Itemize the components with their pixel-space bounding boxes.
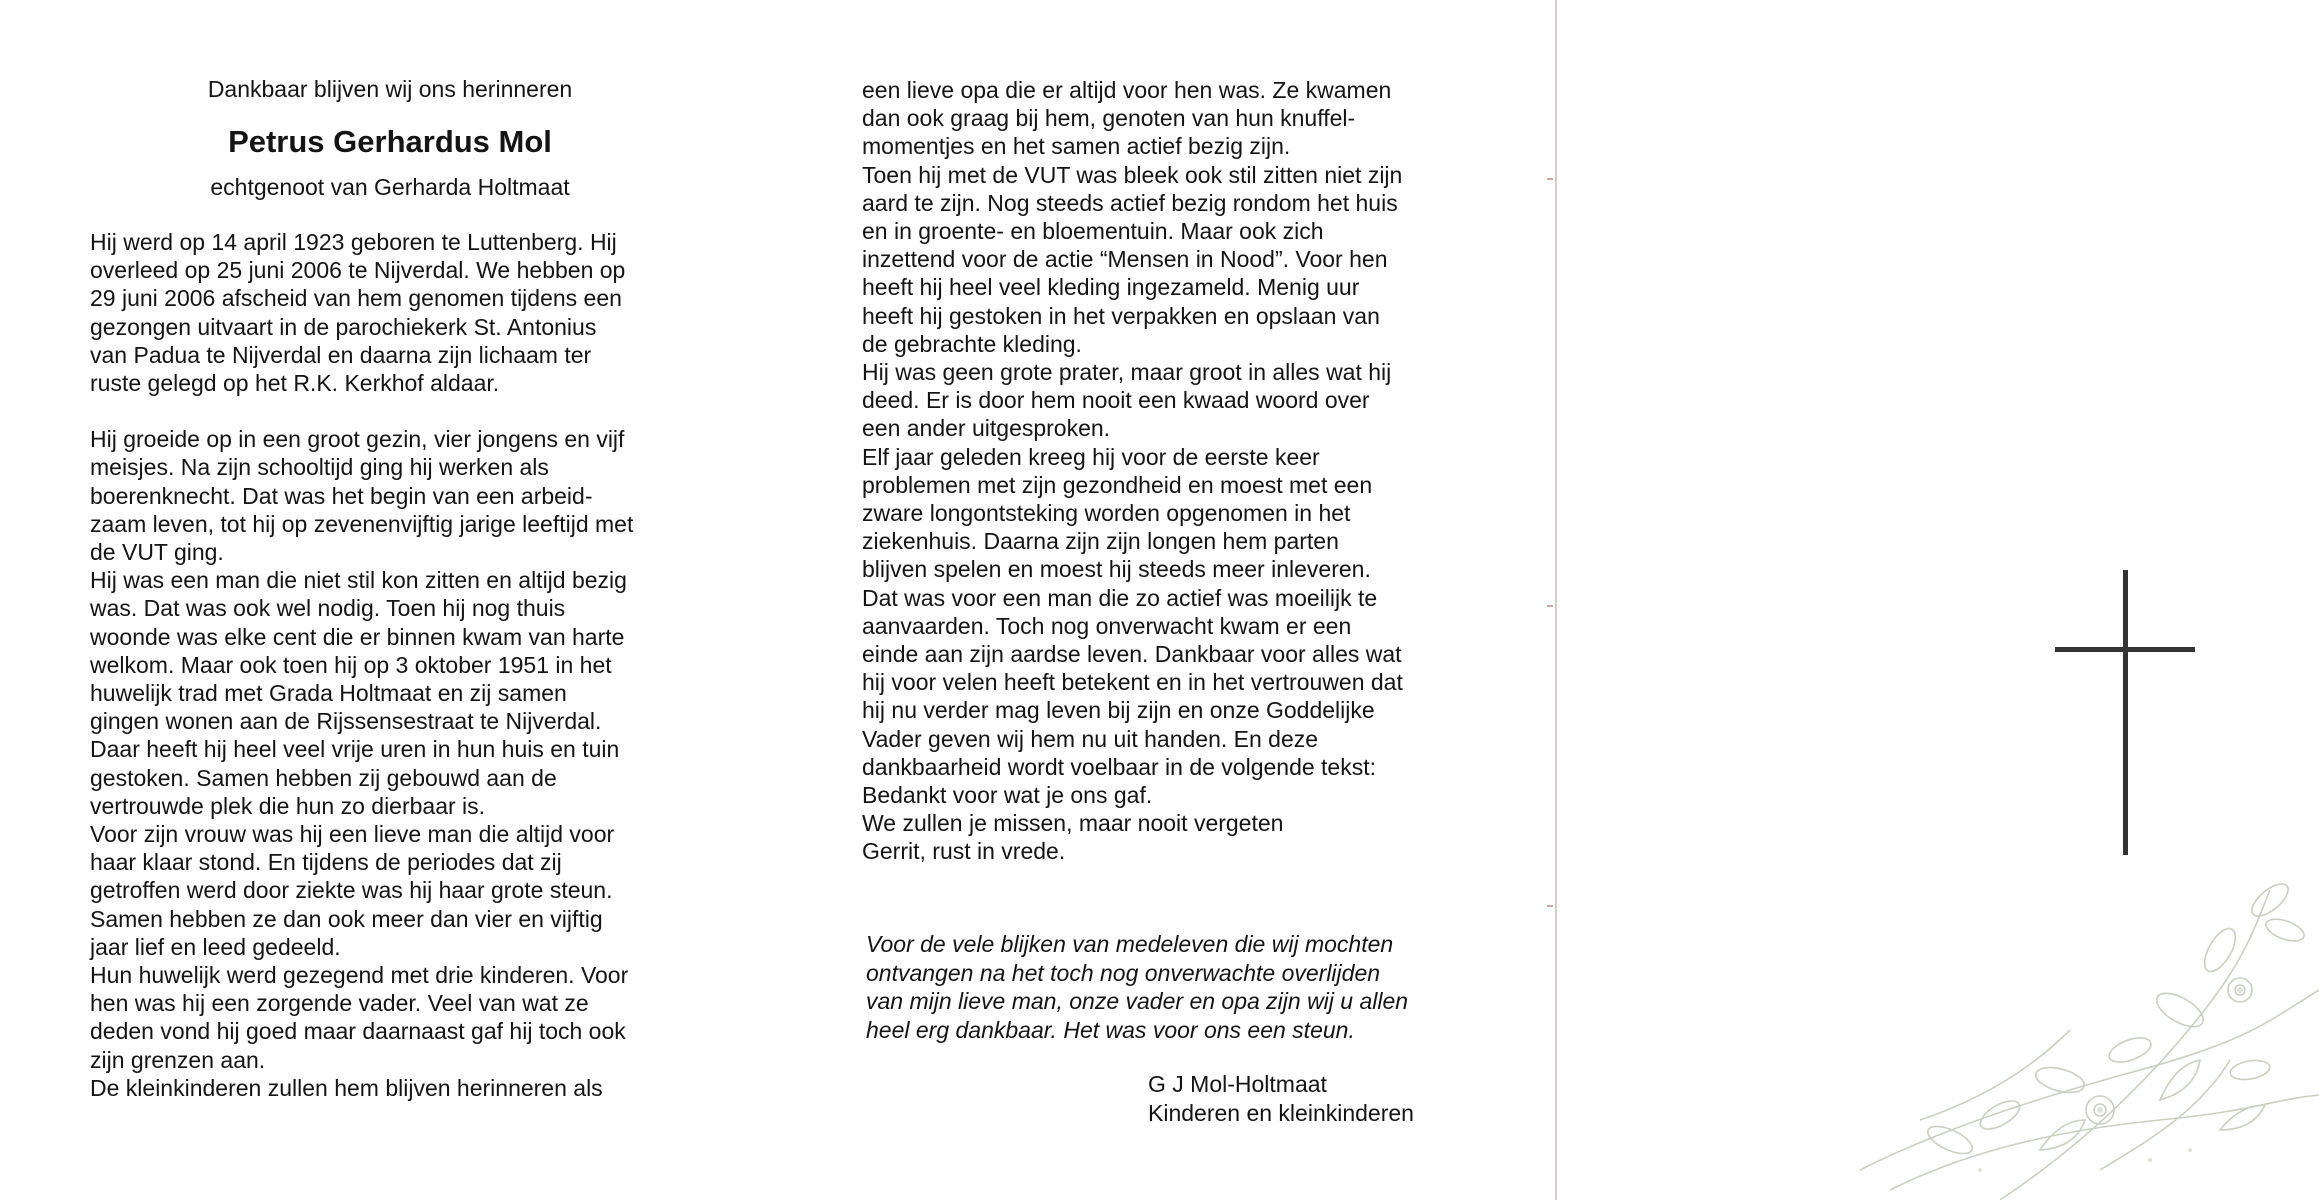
- fold-mark: [1547, 605, 1553, 607]
- text-line: meisjes. Na zijn schooltijd ging hij werken als: [90, 454, 549, 481]
- text-line: en in groente- en bloementuin. Maar ook zich: [862, 218, 1324, 245]
- text-line: Bedankt voor wat je ons gaf.: [862, 782, 1153, 809]
- text-line: van Padua te Nijverdal en daarna zijn lichaam ter: [90, 341, 592, 368]
- text-line: zaam leven, tot hij op zevenenvijftig jarige leeftijd met: [90, 510, 634, 537]
- spouse-line: echtgenoot van Gerharda Holtmaat: [210, 174, 570, 200]
- text-line: de gebrachte kleding.: [862, 330, 1082, 357]
- text-line: Hij was geen grote prater, maar groot in alles wat hij: [862, 359, 1392, 386]
- text-line: einde aan zijn aardse leven. Dankbaar voor alles wat: [862, 641, 1402, 668]
- text-line: blijven spelen en moest hij steeds meer inleveren.: [862, 556, 1371, 583]
- text-line: 29 juni 2006 afscheid van hem genomen tijdens een: [90, 285, 622, 312]
- text-line: welkom. Maar ook toen hij op 3 oktober 1951 in het: [90, 651, 612, 678]
- text-line: inzettend voor de actie “Mensen in Nood”. Voor hen: [862, 246, 1388, 273]
- text-line: Hij was een man die niet stil kon zitten en altijd bezig: [90, 567, 627, 594]
- text-line: overleed op 25 juni 2006 te Nijverdal. We hebben op: [90, 257, 626, 284]
- text-line: momentjes en het samen actief bezig zijn.: [862, 133, 1291, 160]
- fold-mark: [1547, 178, 1553, 180]
- text-line: een ander uitgesproken.: [862, 415, 1111, 442]
- text-line: De kleinkinderen zullen hem blijven herinneren als: [90, 1074, 603, 1101]
- text-line: Daar heeft hij heel veel vrije uren in hun huis en tuin: [90, 736, 620, 763]
- cross-horizontal-bar: [2055, 647, 2195, 652]
- text-line: zijn grenzen aan.: [90, 1046, 266, 1073]
- deceased-name: Petrus Gerhardus Mol: [228, 124, 552, 159]
- intro-line: Dankbaar blijven wij ons herinneren: [207, 76, 573, 102]
- text-line: ziekenhuis. Daarna zijn zijn longen hem parten: [862, 528, 1339, 555]
- text-line: hen was hij een zorgende vader. Veel van wat ze: [90, 990, 589, 1017]
- text-line: gestoken. Samen hebben zij gebouwd aan de: [90, 764, 557, 791]
- text-line: dankbaarheid wordt voelbaar in de volgende tekst:: [862, 753, 1377, 780]
- text-line: Vader geven wij hem nu uit handen. En deze: [862, 725, 1319, 752]
- text-line: We zullen je missen, maar nooit vergeten: [862, 810, 1284, 837]
- text-line: van mijn lieve man, onze vader en opa zijn wij u allen: [866, 988, 1409, 1014]
- text-line: hij voor velen heeft betekent en in het vertrouwen dat: [862, 669, 1403, 696]
- text-line: gingen wonen aan de Rijssensestraat te Nijverdal.: [90, 708, 602, 735]
- text-line: haar klaar stond. En tijdens de periodes dat zij: [90, 849, 562, 876]
- text-line: boerenknecht. Dat was het begin van een arbeid-: [90, 482, 593, 509]
- text-line: Gerrit, rust in vrede.: [862, 838, 1066, 865]
- text-line: Voor zijn vrouw was hij een lieve man die altijd voor: [90, 821, 615, 848]
- middle-column: [862, 76, 1462, 866]
- biography-paragraph-1: [90, 228, 690, 397]
- text-line: Dat was voor een man die zo actief was moeilijk te: [862, 584, 1378, 611]
- cross-vertical-bar: [2123, 570, 2128, 855]
- text-line: Hij werd op 14 april 1923 geboren te Luttenberg. Hij: [90, 229, 617, 255]
- text-line: heeft hij heel veel kleding ingezameld. Menig uur: [862, 274, 1360, 301]
- text-line: deden vond hij goed maar daarnaast gaf hij toch ook: [90, 1018, 626, 1045]
- text-line: Voor de vele blijken van medeleven die wij mochten: [866, 931, 1394, 957]
- closing-verse: [862, 781, 1462, 866]
- text-line: hij nu verder mag leven bij zijn en onze Goddelijke: [862, 697, 1375, 724]
- text-line: heeft hij gestoken in het verpakken en opslaan van: [862, 302, 1380, 329]
- text-line: Elf jaar geleden kreeg hij voor de eerste keer: [862, 443, 1320, 470]
- text-line: een lieve opa die er altijd voor hen was. Ze kwamen: [862, 77, 1392, 103]
- text-line: was. Dat was ook wel nodig. Toen hij nog thuis: [90, 595, 566, 622]
- biography-paragraph-2: [90, 425, 690, 1102]
- text-line: aanvaarden. Toch nog onverwacht kwam er een: [862, 612, 1352, 639]
- text-line: vertrouwde plek die hun zo dierbaar is.: [90, 792, 486, 819]
- text-line: deed. Er is door hem nooit een kwaad woord over: [862, 387, 1370, 414]
- left-column: [90, 74, 690, 1102]
- text-line: zware longontsteking worden opgenomen in het: [862, 500, 1351, 527]
- signoff: [1148, 1070, 1468, 1128]
- text-line: heel erg dankbaar. Het was voor ons een steun.: [866, 1016, 1355, 1043]
- text-line: huwelijk trad met Grada Holtmaat en zij samen: [90, 680, 567, 707]
- text-line: jaar lief en leed gedeeld.: [90, 933, 341, 960]
- biography-continued: [862, 76, 1462, 781]
- text-line: Samen hebben ze dan ook meer dan vier en vijftig: [90, 905, 603, 932]
- thanks-message: [866, 930, 1446, 1044]
- text-line: Hij groeide op in een groot gezin, vier jongens en vijf: [90, 426, 625, 453]
- text-line: getroffen werd door ziekte was hij haar grote steun.: [90, 877, 613, 904]
- text-line: ruste gelegd op het R.K. Kerkhof aldaar.: [90, 370, 500, 397]
- text-line: dan ook graag bij hem, genoten van hun knuffel-: [862, 105, 1356, 132]
- signoff-family-name: G J Mol-Holtmaat: [1148, 1071, 1327, 1097]
- text-line: Toen hij met de VUT was bleek ook stil zitten niet zijn: [862, 161, 1403, 188]
- fold-mark: [1547, 905, 1553, 907]
- text-line: gezongen uitvaart in de parochiekerk St. Antonius: [90, 313, 597, 340]
- text-line: aard te zijn. Nog steeds actief bezig rondom het huis: [862, 189, 1398, 216]
- text-line: de VUT ging.: [90, 539, 224, 566]
- text-line: ontvangen na het toch nog onverwachte overlijden: [866, 959, 1381, 986]
- flower-icon: [1800, 870, 2319, 1200]
- fold-line: [1555, 0, 1557, 1200]
- signoff-relatives: Kinderen en kleinkinderen: [1148, 1100, 1414, 1126]
- text-line: problemen met zijn gezondheid en moest met een: [862, 471, 1373, 498]
- text-line: Hun huwelijk werd gezegend met drie kinderen. Voor: [90, 962, 629, 989]
- text-line: woonde was elke cent die er binnen kwam van harte: [90, 623, 625, 650]
